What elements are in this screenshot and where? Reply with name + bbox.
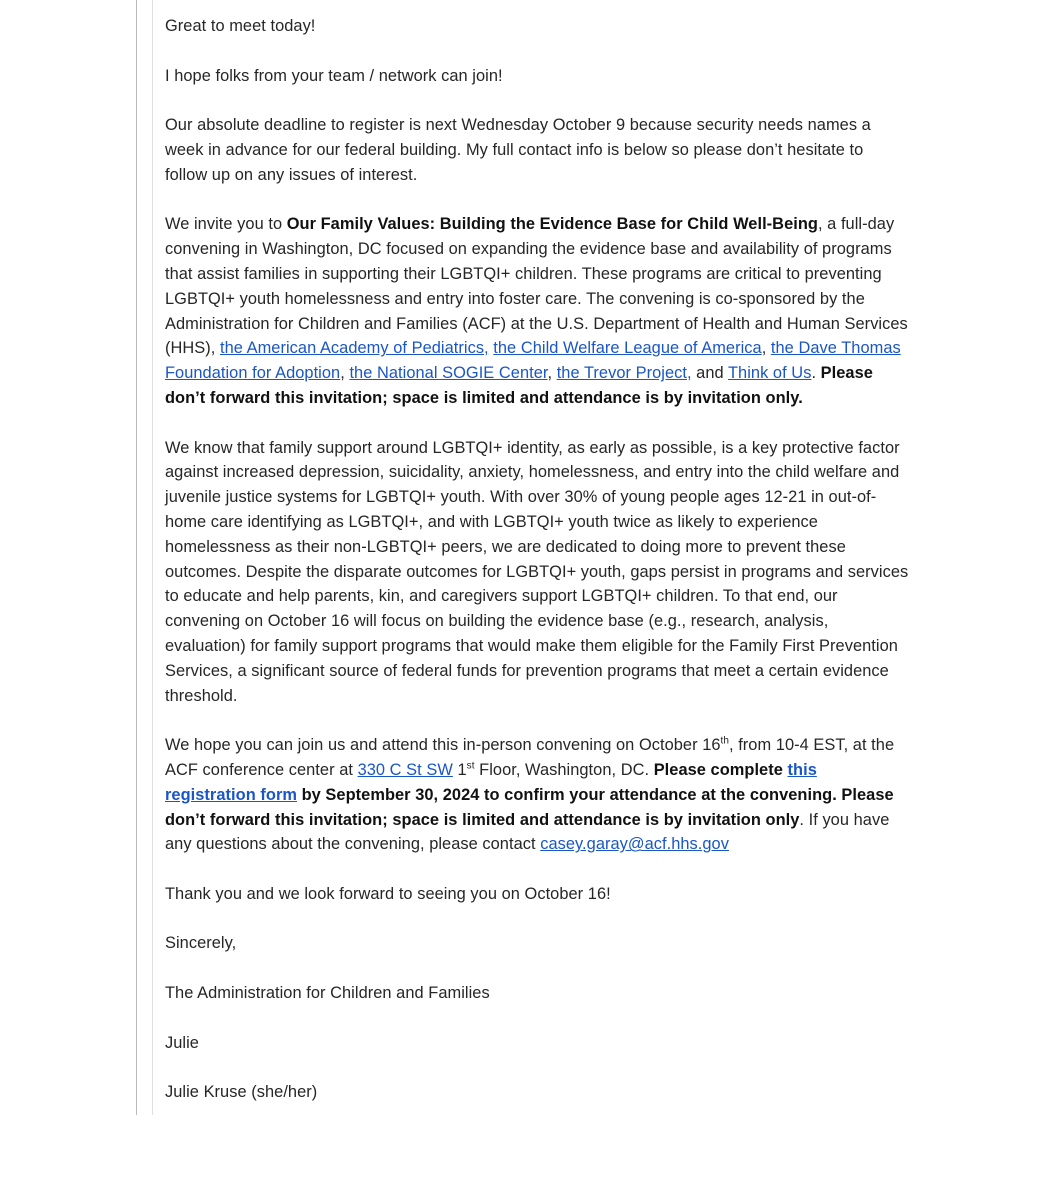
email-body: [165, 14, 910, 1130]
quote-bar: [136, 0, 137, 1115]
attend-sup-th: th: [720, 735, 729, 747]
deadline-paragraph: Our absolute deadline to register is next Wednesday October 9 because security needs names a week in advance for our federal building. My full contact info is below so please don’t hesitate to follow up on any issues of interest.: [165, 116, 871, 184]
greeting: Great to meet today!: [165, 17, 316, 35]
thanks-line: Thank you and we look forward to seeing you on October 16!: [165, 884, 611, 903]
signature-short: Julie: [165, 1033, 199, 1052]
attend-text-1: We hope you can join us and attend this in-person convening on October 16: [165, 736, 721, 755]
attend-text-2: , from 10-4 EST, at the ACF conference center at: [165, 736, 895, 779]
attend-bold-1: Please complete: [653, 760, 788, 779]
invite-intro: We invite you to: [165, 215, 287, 234]
attend-paragraph: [165, 733, 910, 857]
attend-text-3: 1: [452, 760, 467, 779]
sincerely-line: Sincerely,: [165, 934, 237, 953]
invite-paragraph: We invite you to Our Family Values: Building the Evidence Base for Child Well-Being, a full-day convening in Washington, DC focused on expanding the evidence base and availability of programs that assist families in supporting their LGBTQI+ children. These programs are critical to preventing LGBTQI+ youth homelessness and entry into foster care. The convening is co-sponsored by the Administration for Children and Families (ACF) at the U.S. Department of Health and Human Services (HHS), the American Academy of Pediatrics, the Child Welfare League of America, the Dave Thomas Foundation for Adoption, the National SOGIE Center, the Trevor Project, and Think of Us. Please don’t forward this invitation; space is limited and attendance is by invitation only.: [165, 215, 908, 407]
family-support-paragraph: We know that family support around LGBTQI+ identity, as early as possible, is a key protective factor against increased depression, suicidality, anxiety, homelessness, and entry into the child welfare and juvenile justice systems for LGBTQI+ youth. With over 30% of young people ages 12-21 in out-of-home care identifying as LGBTQI+, and with LGBTQI+ youth twice as likely to experience homelessness as their non-LGBTQI+ peers, we are dedicated to doing more to prevent these outcomes. Despite the disparate outcomes for LGBTQI+ youth, gaps persist in programs and services to educate and help parents, kin, and caregivers support LGBTQI+ children. To that end, our convening on October 16 will focus on building the evidence base (e.g., research, analysis, evaluation) for family support programs that would make them eligible for the Family First Prevention Services, a significant source of federal funds for prevention programs that meet a certain evidence threshold.: [165, 438, 909, 705]
attend-text-4: Floor, Washington, DC.: [474, 760, 654, 779]
registration-form-link[interactable]: this registration form: [165, 760, 817, 804]
link-trevor-project[interactable]: the Trevor Project,: [556, 364, 692, 383]
quote-bar-inner: [152, 0, 153, 1115]
link-child-welfare-league[interactable]: the Child Welfare League of America: [493, 339, 762, 358]
event-title: Our Family Values: Building the Evidence Base for Child Well-Being: [286, 215, 818, 234]
team-join-line: I hope folks from your team / network can join!: [165, 66, 503, 85]
link-dave-thomas-foundation[interactable]: the Dave Thomas Foundation for Adoption: [165, 339, 901, 383]
link-american-academy-of-pediatrics[interactable]: the American Academy of Pediatrics,: [219, 339, 489, 358]
attend-text-5: . If you have any questions about the convening, please contact: [165, 810, 890, 854]
attend-sup-st: st: [466, 760, 475, 772]
org-line: The Administration for Children and Families: [165, 984, 490, 1003]
signature-full: Julie Kruse (she/her): [165, 1083, 318, 1102]
contact-email-link[interactable]: casey.garay@acf.hhs.gov: [540, 835, 729, 854]
attend-bold-2: by September 30, 2024 to confirm your attendance at the convening. Please don’t forward this invitation; space is limited and attendance is by invitation only: [165, 785, 894, 829]
link-think-of-us[interactable]: Think of Us: [728, 364, 812, 383]
link-national-sogie-center[interactable]: the National SOGIE Center: [349, 364, 548, 383]
invite-period: .: [811, 364, 821, 383]
forward-warning: Please don’t forward this invitation; space is limited and attendance is by invitation only.: [165, 364, 873, 407]
address-link[interactable]: 330 C St SW: [357, 760, 453, 779]
and-word: and: [691, 364, 728, 383]
invite-body: , a full-day convening in Washington, DC focused on expanding the evidence base and availability of programs that assist families in supporting their LGBTQI+ children. These programs are critical to preventing LGBTQI+ youth homelessness and entry into foster care. The convening is co-sponsored by the Administration for Children and Families (ACF) at the U.S. Department of Health and Human Services (HHS),: [165, 215, 908, 358]
